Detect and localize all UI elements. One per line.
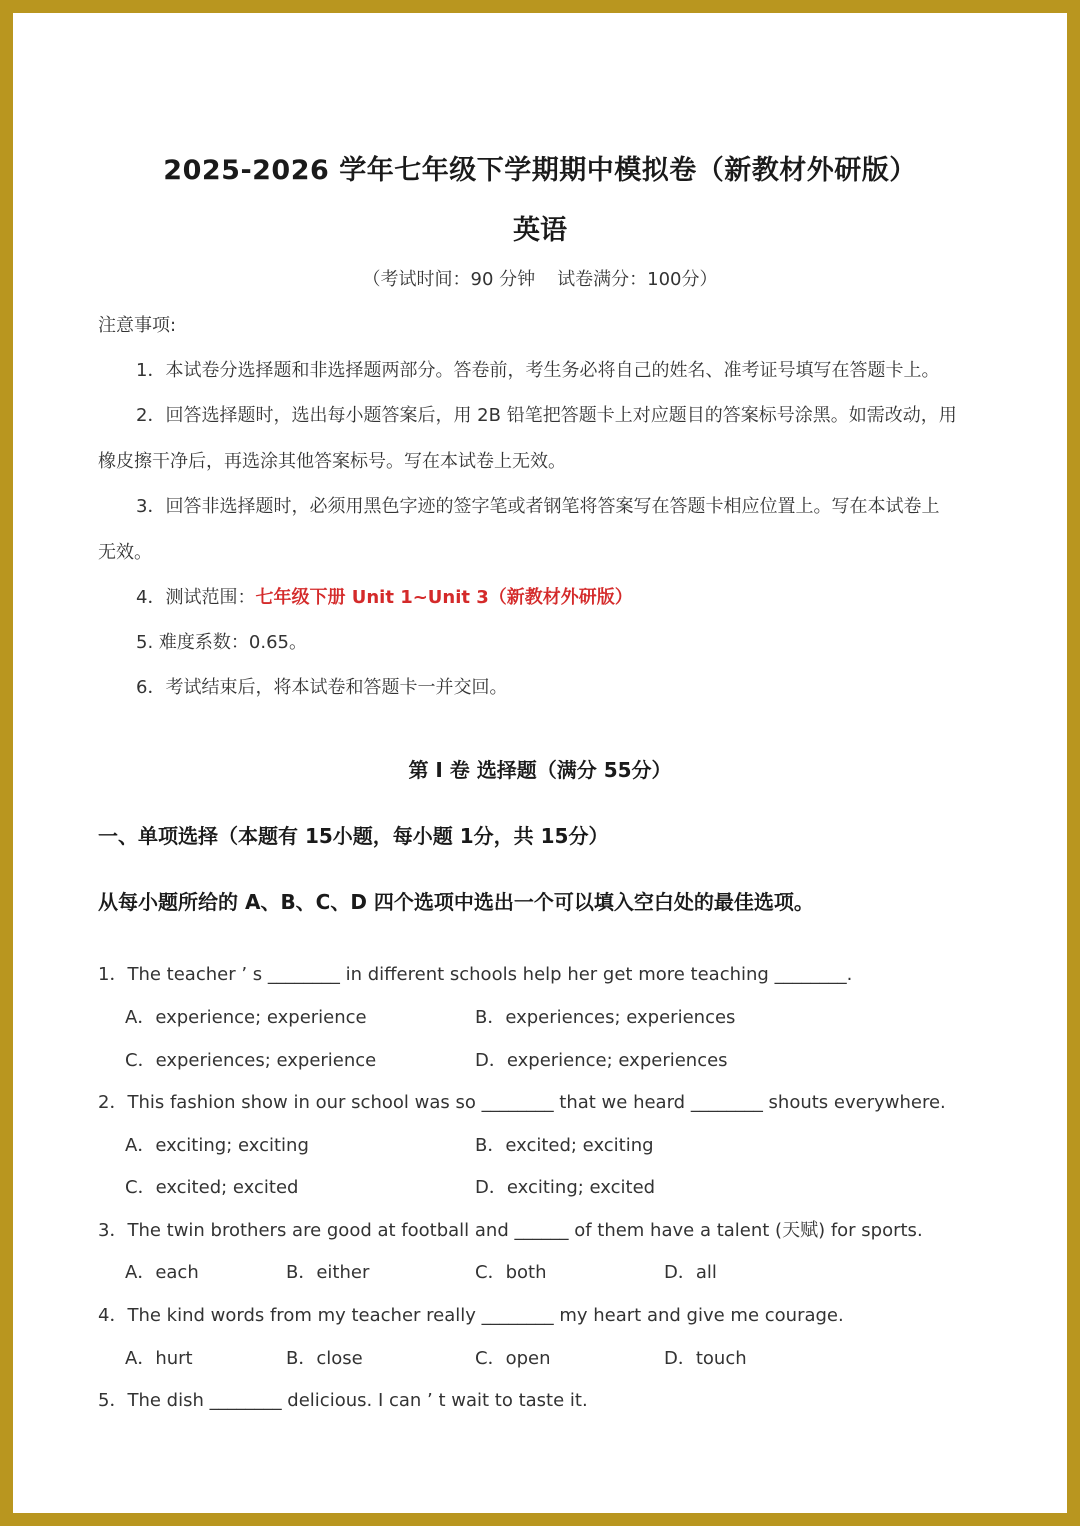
- question-stem: 4．The kind words from my teacher really ________ my heart and give me courage.: [98, 1305, 844, 1326]
- question-option-b: B．excited; exciting: [475, 1135, 654, 1156]
- question-option-c: C．both: [475, 1262, 547, 1283]
- question-option-b: B．close: [286, 1348, 363, 1369]
- notice-item-5: 5. 难度系数：0.65。: [136, 632, 307, 653]
- question-option-b: B．either: [286, 1262, 370, 1283]
- notice-item-4: [136, 583, 633, 609]
- notice-item-4-label: 4．测试范围：: [136, 587, 256, 608]
- notice-item-2-line-2: 橡皮擦干净后，再选涂其他答案标号。写在本试卷上无效。: [98, 451, 566, 472]
- exam-time: （考试时间：90 分钟: [362, 269, 536, 290]
- question-stem: 1．The teacher ’ s ________ in different schools help her get more teaching ________.: [98, 964, 853, 985]
- notice-item-3-line-1: 3．回答非选择题时，必须用黑色字迹的签字笔或者钢笔将答案写在答题卡相应位置上。写在本试卷上: [136, 496, 940, 517]
- question-option-a: A．hurt: [125, 1348, 193, 1369]
- question-option-a: A．exciting; exciting: [125, 1135, 309, 1156]
- notice-item-6: 6．考试结束后，将本试卷和答题卡一并交回。: [136, 677, 508, 698]
- notice-item-3-line-2: 无效。: [98, 542, 152, 563]
- question-option-b: B．experiences; experiences: [475, 1007, 736, 1028]
- question-option-a: A．experience; experience: [125, 1007, 367, 1028]
- question-option-c: C．experiences; experience: [125, 1050, 377, 1071]
- question-option-d: D．experience; experiences: [475, 1050, 728, 1071]
- notice-item-1: 1．本试卷分选择题和非选择题两部分。答卷前，考生务必将自己的姓名、准考证号填写在答题卡上。: [136, 360, 940, 381]
- question-option-d: D．touch: [664, 1348, 747, 1369]
- paper-title: 2025-2026 学年七年级下学期期中模拟卷（新教材外研版）: [163, 155, 917, 186]
- question-option-d: D．all: [664, 1262, 717, 1283]
- full-score: 试卷满分：100分）: [557, 269, 718, 290]
- question-option-c: C．open: [475, 1348, 551, 1369]
- test-scope: 七年级下册 Unit 1~Unit 3（新教材外研版）: [255, 587, 633, 608]
- question-stem: 5．The dish ________ delicious. I can ’ t wait to taste it.: [98, 1390, 588, 1411]
- question-stem: 2．This fashion show in our school was so ________ that we heard ________ shouts everywhere.: [98, 1092, 946, 1113]
- exam-paper: [13, 13, 1067, 1513]
- part-title: 一、单项选择（本题有 15小题，每小题 1分，共 15分）: [98, 824, 609, 848]
- part-instruction: 从每小题所给的 A、B、C、D 四个选项中选出一个可以填入空白处的最佳选项。: [98, 890, 814, 914]
- question-stem: 3．The twin brothers are good at football and ______ of them have a talent (天赋) for sports.: [98, 1220, 923, 1241]
- notice-heading: 注意事项:: [98, 315, 177, 336]
- question-option-a: A．each: [125, 1262, 199, 1283]
- subject-title: 英语: [513, 215, 567, 246]
- exam-meta: [13, 265, 1067, 291]
- question-option-c: C．excited; excited: [125, 1177, 299, 1198]
- question-option-d: D．exciting; excited: [475, 1177, 656, 1198]
- section-title: 第 I 卷 选择题（满分 55分）: [408, 758, 672, 782]
- notice-item-2-line-1: 2．回答选择题时，选出每小题答案后，用 2B 铅笔把答题卡上对应题目的答案标号涂黑。如需改动，用: [136, 405, 957, 426]
